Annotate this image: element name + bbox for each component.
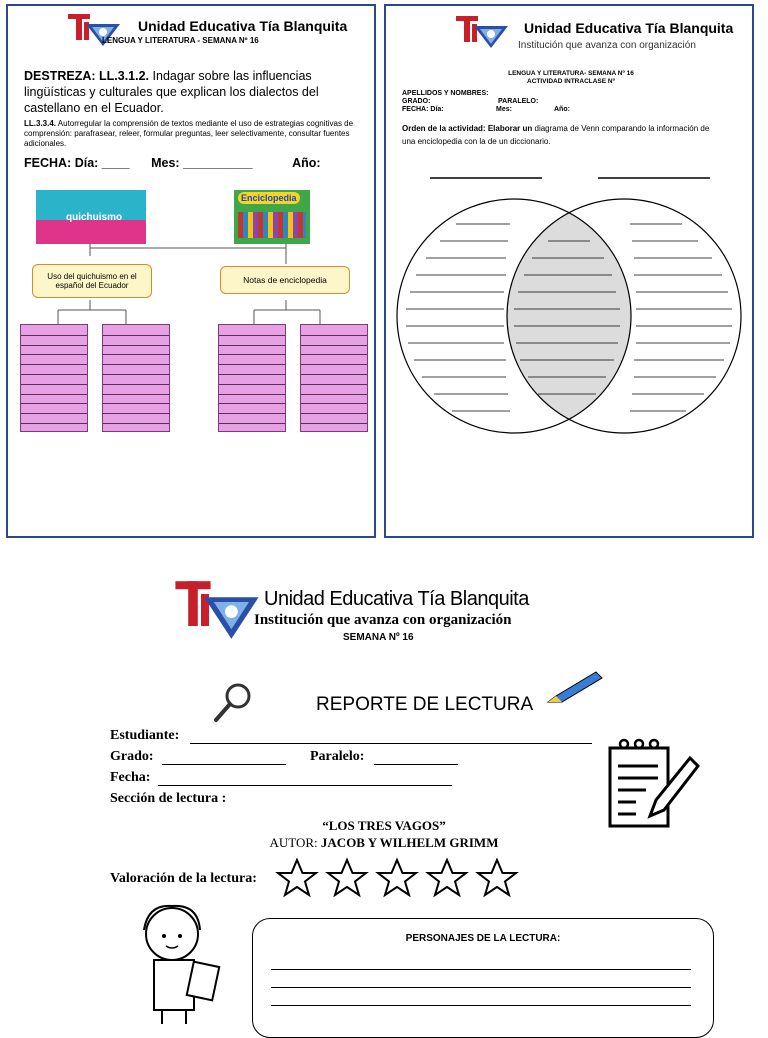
note-line: [301, 364, 367, 365]
school-motto: Institución que avanza con organización: [254, 612, 512, 628]
note-line: [301, 394, 367, 395]
note-line: [103, 354, 169, 355]
year-label: Año:: [554, 106, 570, 113]
rating-label: Valoración de la lectura:: [110, 871, 257, 886]
rating-star-2-icon: [328, 860, 366, 895]
skill-label: DESTREZA:: [24, 69, 96, 83]
parallel-label: Paralelo:: [310, 749, 365, 764]
date-label: FECHA: Día:: [402, 106, 444, 113]
year-label: Año:: [292, 156, 321, 170]
subject-line: LENGUA Y LITERATURA - SEMANA Nº 16: [102, 36, 259, 45]
rating-star-5-icon: [478, 860, 516, 895]
parallel-label: PARALELO:: [498, 98, 539, 105]
notes-box-1: [20, 324, 88, 432]
date-label: FECHA: Día:: [24, 156, 99, 170]
node-quichuismo: Uso del quichuismo en el español del Ecuador: [32, 264, 152, 298]
order-body: diagrama de Venn comparando la información de una enciclopedia con la de un diccionario.: [402, 124, 710, 146]
encyclopedia-image-text: Enciclopedia: [238, 192, 300, 204]
grade-input-line[interactable]: [162, 764, 286, 765]
note-line: [103, 394, 169, 395]
note-line: [103, 374, 169, 375]
note-line: [301, 403, 367, 404]
note-line: [301, 384, 367, 385]
note-line: [219, 403, 285, 404]
characters-line-3[interactable]: [271, 1005, 691, 1006]
note-line: [21, 423, 87, 424]
grade-label: Grado:: [110, 749, 154, 764]
activity-line: ACTIVIDAD INTRACLASE Nº: [527, 78, 615, 85]
note-line: [21, 403, 87, 404]
note-line: [301, 354, 367, 355]
note-line: [219, 345, 285, 346]
worksheet-page-1: [6, 4, 376, 538]
skill2-code: LL.3.3.4.: [24, 119, 57, 128]
notes-box-4: [300, 324, 368, 432]
venn-left-lines: [406, 224, 510, 411]
school-motto: Institución que avanza con organización: [518, 40, 696, 51]
skill2-text: Autorregular la comprensión de textos mediante el uso de estrategias cognitivas de comprensión: parafrasear, releer, formular preguntas, leer selectivamente, consultar fuentes adicionales.: [24, 119, 354, 148]
week-label: SEMANA Nº 16: [343, 632, 414, 643]
date-input-line[interactable]: [158, 785, 452, 786]
author-label: AUTOR:: [269, 835, 318, 850]
venn-right-lines: [630, 224, 732, 411]
rating-star-3-icon: [378, 860, 416, 895]
month-label: Mes:: [151, 156, 180, 170]
date-row: [24, 156, 364, 170]
school-name: Unidad Educativa Tía Blanquita: [524, 20, 734, 36]
rating-stars: [274, 856, 530, 902]
month-label: Mes:: [496, 106, 512, 113]
school-logo-icon: [172, 578, 262, 642]
order-text: [402, 122, 722, 148]
order-bold: Elaborar un: [487, 124, 533, 133]
note-line: [219, 423, 285, 424]
note-line: [219, 354, 285, 355]
date-label: Fecha:: [110, 770, 151, 785]
note-line: [103, 413, 169, 414]
book-title: “LOS TRES VAGOS”: [322, 818, 446, 833]
note-line: [219, 394, 285, 395]
note-line: [21, 394, 87, 395]
note-line: [103, 364, 169, 365]
characters-line-1[interactable]: [271, 969, 691, 970]
parallel-input-line[interactable]: [374, 764, 458, 765]
characters-line-2[interactable]: [271, 987, 691, 988]
girl-reading-illustration-icon: [124, 900, 234, 1024]
school-logo-icon: [454, 14, 510, 50]
rating-star-1-icon: [278, 860, 316, 895]
note-line: [219, 413, 285, 414]
month-blank: __________: [183, 156, 253, 170]
note-line: [103, 423, 169, 424]
quichuismo-image-text: quichuismo: [66, 212, 123, 223]
venn-overlap: [507, 199, 741, 433]
day-blank: ____: [101, 156, 130, 170]
venn-diagram: [386, 166, 756, 446]
note-line: [21, 354, 87, 355]
note-line: [219, 335, 285, 336]
note-line: [219, 384, 285, 385]
note-line: [103, 384, 169, 385]
grade-label: GRADO:: [402, 98, 431, 105]
note-line: [301, 423, 367, 424]
characters-box: [252, 918, 714, 1038]
node-encyclopedia: Notas de enciclopedia: [220, 266, 350, 294]
pen-icon: [544, 668, 604, 708]
names-label: APELLIDOS Y NOMBRES:: [402, 90, 489, 97]
note-line: [301, 345, 367, 346]
note-line: [103, 403, 169, 404]
author-name: JACOB Y WILHELM GRIMM: [320, 835, 499, 850]
reading-report-page: [0, 560, 768, 1024]
student-input-line[interactable]: [190, 743, 592, 744]
skill-block: [24, 68, 354, 116]
note-line: [219, 374, 285, 375]
school-name: Unidad Educativa Tía Blanquita: [138, 18, 348, 34]
note-line: [21, 335, 87, 336]
school-name: Unidad Educativa Tía Blanquita: [264, 588, 529, 610]
note-line: [103, 345, 169, 346]
note-line: [301, 374, 367, 375]
note-line: [103, 335, 169, 336]
author-line: [0, 835, 768, 851]
note-line: [21, 374, 87, 375]
subject-line: LENGUA Y LITERATURA- SEMANA Nº 16: [508, 70, 634, 77]
skill-code: LL.3.1.2.: [99, 69, 150, 83]
skill2-block: [24, 119, 354, 149]
rating-star-4-icon: [428, 860, 466, 895]
section-label: Sección de lectura :: [110, 791, 227, 806]
note-line: [21, 345, 87, 346]
note-line: [21, 364, 87, 365]
worksheet-page-2: [384, 4, 754, 538]
notepad-icon: [606, 736, 702, 830]
characters-title: PERSONAJES DE LA LECTURA:: [405, 933, 561, 944]
order-label: Orden de la actividad:: [402, 124, 486, 133]
notes-box-2: [102, 324, 170, 432]
note-line: [301, 413, 367, 414]
report-title: REPORTE DE LECTURA: [316, 694, 534, 715]
note-line: [21, 384, 87, 385]
student-label: Estudiante:: [110, 728, 180, 743]
note-line: [21, 413, 87, 414]
notes-box-3: [218, 324, 286, 432]
note-line: [219, 364, 285, 365]
magnifier-icon: [208, 680, 256, 728]
note-line: [301, 335, 367, 336]
skill-text: Indagar sobre las influencias lingüísticas y culturales que explican los dialectos del castellano en el Ecuador.: [24, 69, 319, 115]
